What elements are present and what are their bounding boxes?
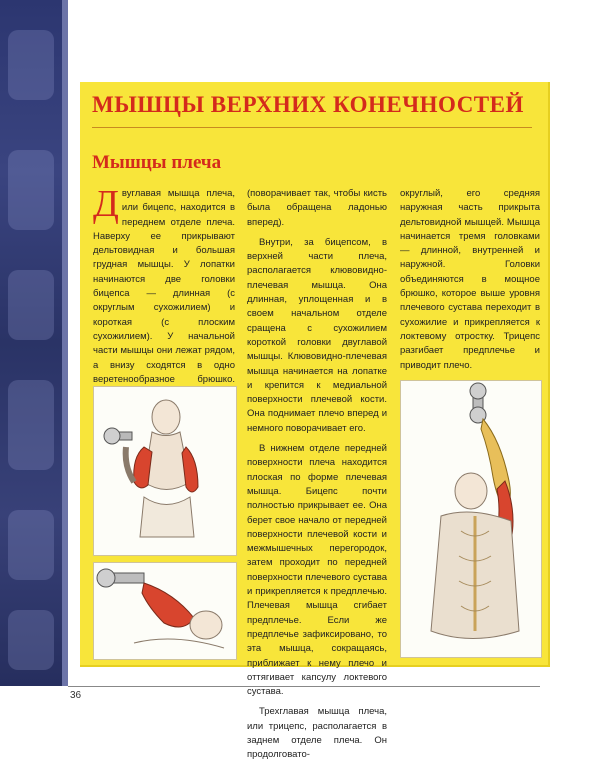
paragraph: Трехглавая мышца плеча, или трицепс, располагается в заднем отделе плеча. Он продолговато- [247,706,387,761]
text-column-1 [93,183,235,416]
page-title: МЫШЦЫ ВЕРХНИХ КОНЕЧНОСТЕЙ [92,92,524,117]
triceps-extension-illustration [400,380,542,658]
strip-photo-figure [8,380,54,470]
side-photo-strip [0,0,62,686]
anatomy-drawing-triceps [401,381,541,657]
paragraph: В нижнем отделе передней поверхности плеча находится плоская по форме плечевая мышца. Бицепс почти полностью прикрывает ее. Она берет свое начало от передней поверхности плечевой кости и межмышечных перегородок, затем проходит по передней поверхности плечевого сустава и прикрепляется к предплечью. Плечевая мышца сгибает предплечье. Если же предплечье зафиксировано, то эта мышца, сокращаясь, приближает к нему плечо и оттягивает капсулу локтевого сустава. [247,443,387,698]
drop-cap: Д [93,183,119,225]
anatomy-drawing-brachialis [94,563,236,659]
strip-photo-figure [8,510,54,580]
page-number: 36 [70,690,82,701]
paragraph: (поворачивает так, чтобы кисть была обращена ладонью вперед). [247,188,387,228]
paragraph: Внутри, за бицепсом, в верхней части плеча, располагается клювовидно-плечевая мышца. Она длинная, уплощенная и в своем начальном отделе сращена с сухожилием короткой головки двуглавой мышцы. Клювовидно-плечевая мышца начинается на лопатке и крепится к медиальной поверхности плечевой кости. Она поднимает плечо вперед и немного поворачивает его. [247,236,387,434]
strip-photo-figure [8,30,54,100]
title-divider [92,127,532,128]
anatomy-drawing-biceps [94,387,236,555]
paragraph-text: вуглавая мышца плеча, или бицепс, находится в переднем отделе плеча. Наверху ее прикрывают дельтовидная и большая грудная мышцы. У лопатки начинаются две головки бицепса — длинная (с округлым сухожилием) и короткая (с плоским сухожилием). У начальной части мышцы они лежат рядом, а внизу сходятся в одно веретенообразное брюшко. [93,188,235,385]
preacher-curl-illustration [93,562,237,660]
paragraph-biceps [93,183,235,416]
section-title: Мышцы плеча [92,152,222,173]
paragraph: округлый, его средняя наружная часть прикрыта дельтовидной мышцей. Мышца начинается тремя головками — длинной, внутренней и наружной. Головки объединяются в мощное брюшко, которое выше уровня плечевого сустава переходит в сухожилие и прикрепляется к локтевому отростку. Трицепс разгибает предплечье и приводит плечо. [400,188,540,371]
strip-photo-figure [8,270,54,340]
strip-edge [62,0,68,686]
strip-photo-figure [8,150,54,230]
strip-photo-figure [8,610,54,670]
text-column-2 [247,187,387,763]
biceps-curl-illustration [93,386,237,556]
footer-divider [68,686,540,687]
